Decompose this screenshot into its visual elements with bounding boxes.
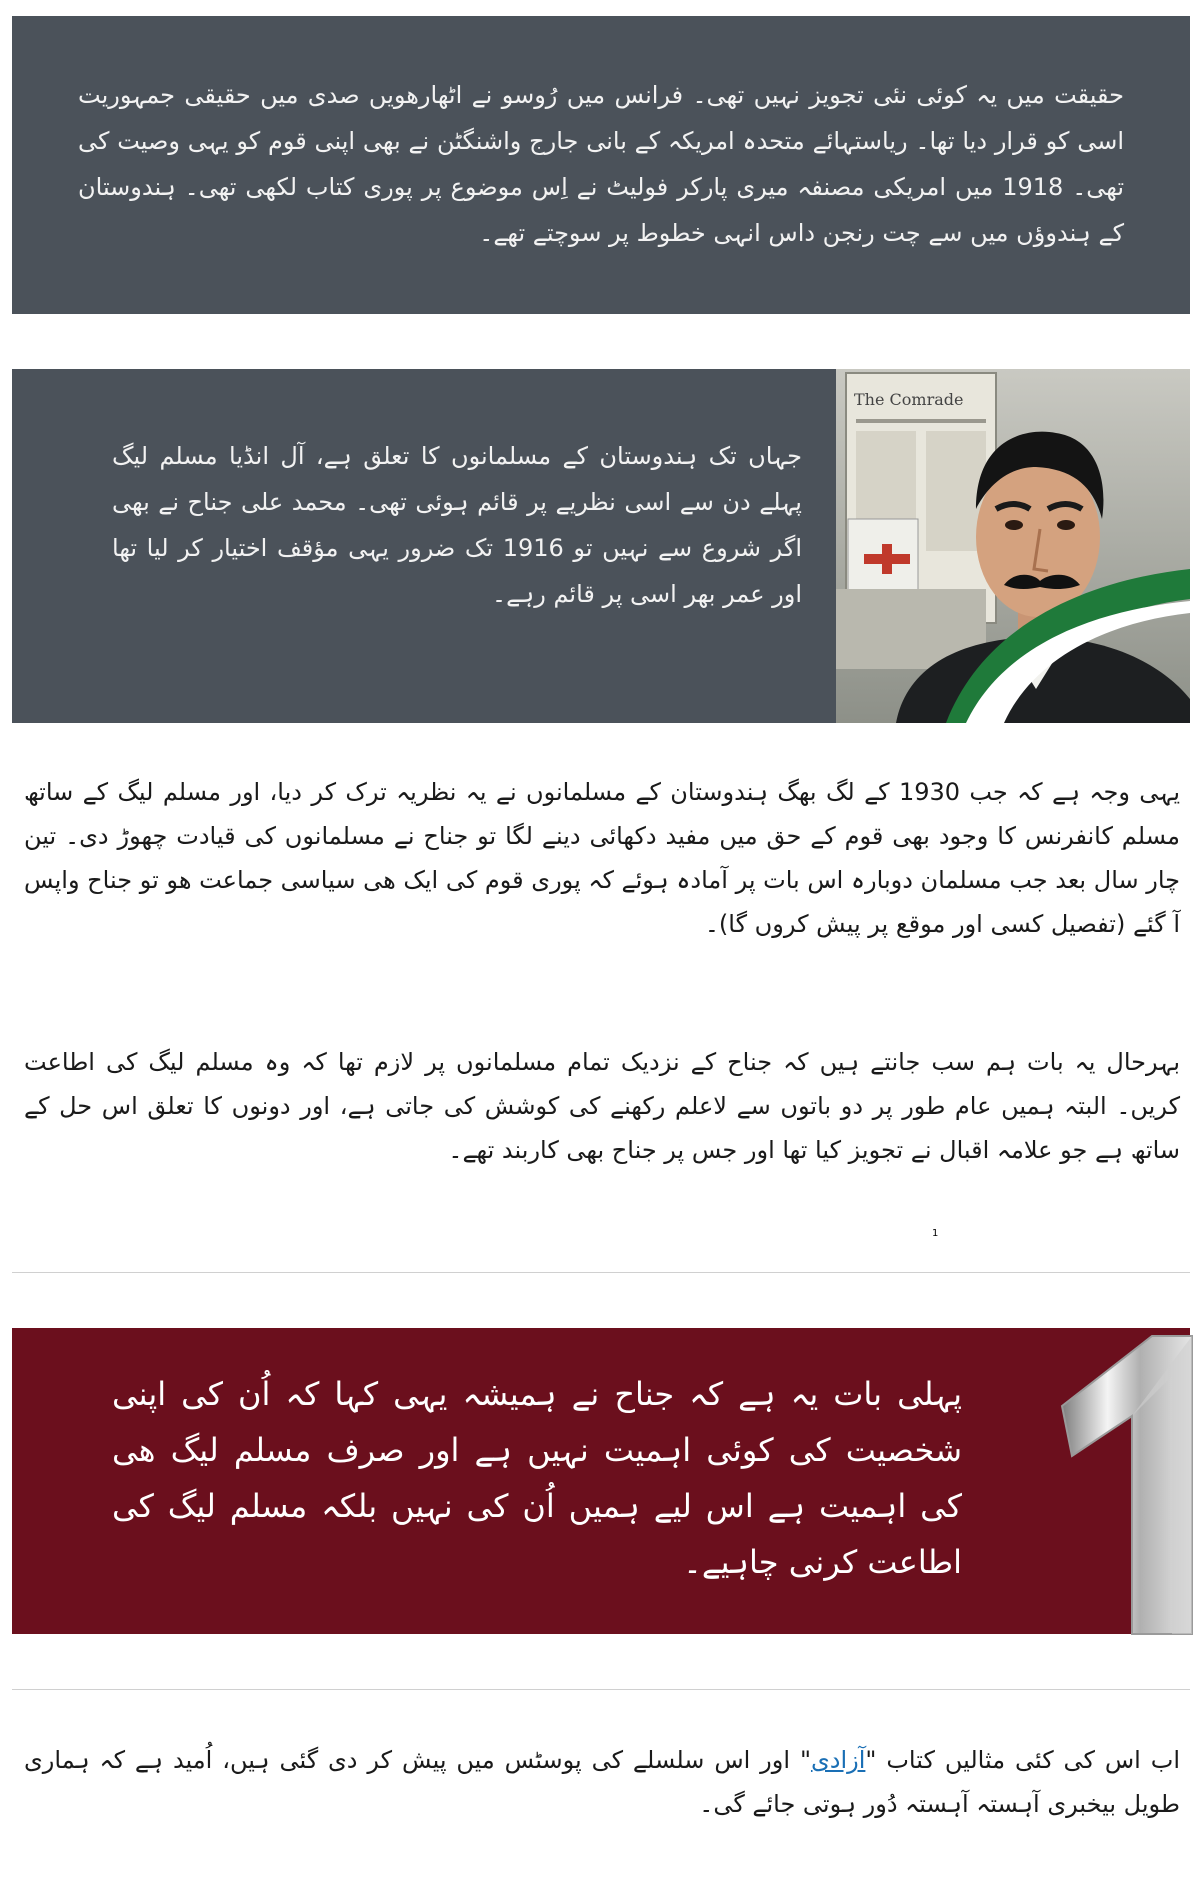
jinnah-portrait (836, 369, 1190, 723)
closing-paragraph (24, 1738, 1180, 1826)
number-one-label: 1 (932, 1228, 939, 1239)
jinnah-quote-box (12, 369, 1190, 723)
jinnah-quote-text-wrap (112, 433, 802, 617)
intro-quote-text: حقیقت میں یہ کوئی نئی تجویز نہیں تھی۔ فرانس میں رُوسو نے اٹھارھویں صدی میں حقیقی جمہوریت اسی کو قرار دیا تھا۔ ریاستہائے متحدہ امریکہ کے بانی جارج واشنگٹن نے بھی اپنی قوم کو یہی وصیت کی تھی۔ 1918 میں امریکی مصنفہ میری پارکر فولیٹ نے اِس موضوع پر پوری کتاب لکھی تھی۔ ہندوستان کے ہندوؤں میں سے چت رنجن داس انہی خطوط پر سوچتے تھے۔ (78, 81, 1125, 247)
portrait-illustration (836, 369, 1190, 723)
number-one-graphic (932, 1228, 1192, 1634)
newspaper-title: The Comrade (854, 390, 964, 409)
body-paragraph-1: یہی وجہ ہے کہ جب 1930 کے لگ بھگ ہندوستان کے مسلمانوں نے یہ نظریہ ترک کر دیا، اور مسلم لیگ کے ساتھ مسلم کانفرنس کا وجود بھی قوم کے حق میں مفید دکھائی دینے لگا تو جناح نے مسلمانوں کی قیادت چھوڑ دی۔ تین چار سال بعد جب مسلمان دوبارہ اس بات پر آمادہ ہوئے کہ پوری قوم کی ایک ھی سیاسی جماعت ھو تو جناح واپس آ گئے (تفصیل کسی اور موقع پر پیش کروں گا)۔ (24, 778, 1181, 938)
body-paragraph-2: بہرحال یہ بات ہم سب جانتے ہیں کہ جناح کے نزدیک تمام مسلمانوں پر لازم تھا کہ وہ مسلم لیگ کی اطاعت کریں۔ البتہ ہمیں عام طور پر دو باتوں سے لاعلم رکھنے کی کوشش کی جاتی ہے، اور دونوں کا تعلق اس حل کے ساتھ ہے جو علامہ اقبال نے تجویز کیا تھا اور جس پر جناح بھی کاربند تھے۔ (24, 1048, 1180, 1164)
divider (12, 1689, 1190, 1690)
closing-text-before: اب اس کی کئی مثالیں کتاب " (865, 1746, 1180, 1774)
first-point-text: پہلی بات یہ ہے کہ جناح نے ہمیشہ یہی کہا کہ اُن کی اپنی شخصیت کی کوئی اہمیت نہیں ہے اور صرف مسلم لیگ ھی کی اہمیت ہے اس لیے ہمیں اُن کی نہیں بلکہ مسلم لیگ کی اطاعت کرنی چاہیے۔ (112, 1375, 962, 1581)
divider (12, 1272, 1190, 1273)
first-point-box (12, 1228, 1190, 1634)
intro-quote-box (12, 16, 1190, 314)
azadi-book-link[interactable]: آزادی (810, 1746, 866, 1774)
closing-text-after: " اور اس سلسلے کی پوسٹس میں پیش کر دی گئی ہیں، اُمید ہے کہ ہماری طویل بیخبری آہستہ آہستہ دُور ہوتی جائے گی۔ (24, 1746, 1180, 1818)
jinnah-quote-text: جہاں تک ہندوستان کے مسلمانوں کا تعلق ہے، آل انڈیا مسلم لیگ پہلے دن سے اسی نظریے پر قائم ہوئی تھی۔ محمد علی جناح نے بھی اگر شروع سے نہیں تو 1916 تک ضرور یہی مؤقف اختیار کر لیا تھا اور عمر بھر اسی پر قائم رہے۔ (112, 442, 802, 608)
first-point-text-wrap (112, 1366, 962, 1590)
